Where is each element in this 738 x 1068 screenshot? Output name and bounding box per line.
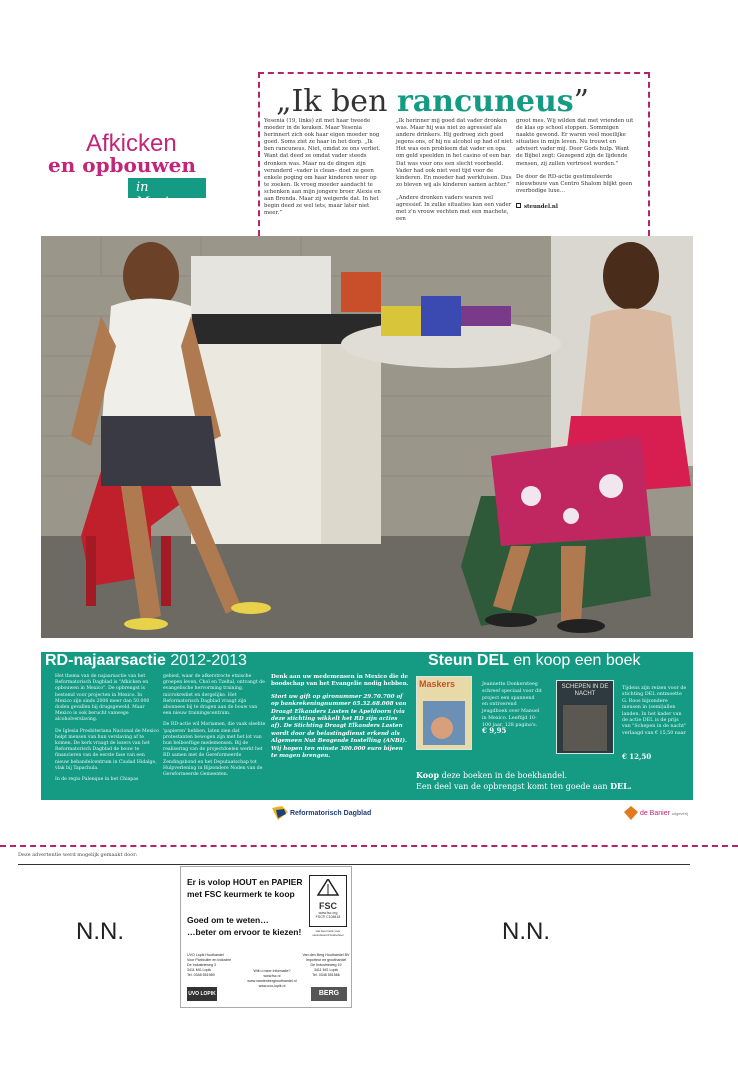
steundel-link[interactable]: steundel.nl (524, 203, 558, 210)
headline: „Ik ben rancuneus” (276, 84, 590, 119)
sponsor-nn-right: N.N. (502, 918, 550, 945)
book2-description: Tijdens zijn reizen voor de stichting DEL ontmoette G. Roos bijzondere mensen in (semi)allen landen. In het kader van de actie DEL is de prijs van "Schepen in de nacht" verlaagd van € 15,50 naar (622, 686, 687, 736)
ad-middle-info: Wilt u meer informatie? www.fsc.nl www.vandenberghouthandel.nl www.uvo-lopik.nl (247, 969, 297, 988)
sponsor-intro: Deze advertentie werd mogelijk gemaakt door: (18, 852, 138, 858)
sponsor-nn-left: N.N. (76, 918, 124, 945)
book1-price: € 9,95 (482, 726, 507, 735)
article-column-3: groot mes. Wij wilden dat met vrienden uit de klas op school stoppen. Sommigen naakte gewond. Er waren veel moeilijke situaties in mijn leven. Nu trouwt en advisert vader mij. Door Gods hulp. Want de Bijbel zegt: Gezegend zijn de lijdende mensen, zij zullen vertroost worden.” De door de RD-actie gestimuleerde nieuwbouw van Centro Shalom blijkt geen overbodige luxe… steundel.nl (516, 118, 634, 210)
steun-del-panel (414, 652, 693, 800)
kicker-afkicken: Afkicken (86, 130, 177, 157)
reformatorisch-dagblad-logo: Reformatorisch Dagblad (272, 806, 371, 820)
rd-panel-col-2: gebied, waar de afkerstrocte etnische groepen leven, Chol en Tzeltal, ontvangt de evangelische hervorming training, microkrediet en dergelijke. Het Reformatorisch Dagblad vraagt zijn abonnees bij te dragen aan de bouw van een nieuw trainingscentrum. De RD-actie wil Moriamen, die vaak sleehte 'papieren' hebben, laten zien dat protestanten bewogen zijn met het lot van hun belboeftige medemensen. Bij de realisering van de projectdoelen werkt het RD samen met de Gereformeerde Zendingsbond en het Deputaatschap tot Hulpverlening in Bijzondere Noden van de Gereformeerde Gemeenten. (163, 674, 266, 778)
book-cover-maskers[interactable]: Maskers (416, 676, 472, 750)
rd-panel-col-1: Het thema van de najaarsactie van het Reformatorisch Dagblad is "Afkicken en opbouwen in Mexico". De opbrengst is bestemd voor projecten in Mexico. In Mexico zijn sinds 2006 meer dan 50.000 doden gevallen bij drugsgeweld. Maar Mexico is ook berucht vanwege alcoholverslaving. De Iglesia Presbiteriana Nacional de Mexico helpt mensen van hun verslaving af te komen. De kerk vraagt de lezers van het Reformatorisch Dagblad de bouw te financieren van de eerste fase van een nieuw behandelcentrum in Ciudad Hidalgo, vlak bij Tapachula. In de regio Palenque in het Chiapas (55, 674, 159, 783)
rd-panel-title: RD-najaarsactie 2012-2013 (45, 652, 247, 669)
fsc-logo: FSC www.fsc.org FSC® C108418 (309, 875, 347, 927)
de-banier-logo: de Banier uitgeverij (624, 806, 688, 820)
kicker-opbouwen: en opbouwen (48, 153, 196, 177)
del-panel-title: Steun DEL en koop een boek (428, 652, 641, 669)
uvo-lopik-logo: UVO LOPIK (187, 987, 217, 1001)
van-den-berg-logo: BERG (311, 987, 347, 1001)
rd-najaarsactie-panel (41, 652, 414, 800)
fsc-tree-icon (316, 879, 340, 897)
book-cover-schepen[interactable]: SCHEPEN IN DE NACHT (556, 680, 614, 754)
article-column-1: Yesenia (19, links) zit met haar tweede moeder in de keuken. Maar Yesenia herinnert zich ook haar eigen moeder nog goed. Soms ziet ze haar in het dorp. „Ik ben rancuneus. Niet, omdat ze ons verliet. Want dat deed ze omdat vader steeds dronken was. Maar nu de dingen zijn veranderd –vader is clean– doet ze geen enkele poging om haar kinderen weer op te zoeken. Ik vroeg moeder aandacht te schenken aan mijn jongere broer Alexis en aan Brenda. Maar zij weigerde dat. In het begin deed ze wel iets, maar later niet meer.” (264, 118, 381, 217)
rd-panel-col-3: Denk aan uw medemensen in Mexico die de boodschap van het Evangelie nodig hebben. Stort uw gift op gironummer 29.70.700 of op bankrekeningnummer 65.32.68.008 van Draagt Elkanders Lasten te Apeldoorn (via deze stichting wikkelt het RD zijn acties af). De Stichting Draagt Elkanders Lasten wordt door de belastingdienst erkend als Algemeen Nut Beogende Instelling (ANBI). Wij hopen ten minste 300.000 euro bijeen te mogen brengen. (271, 674, 409, 760)
banier-logo-mark-icon (624, 806, 638, 820)
article-column-2: „Ik herinner mij goed dat vader dronken was. Maar hij was niet zo agressief als andere drinkers. Hij gedroeg zich goed jegens ons, of hij nu alcohol op had of niet. Het was een probleem dat vader en opa om geld speelden in het casino of een bar. Dat was voor ons een slecht voorbeeld. Vader had ook niet veel tijd voor de kinderen. En moeder had werkfuisen. Dus zo bleven wij als kinderen samen achter.” „Andere dronken vaders waren wel agressief. In zulke situaties kan een vader met z'n vrouw vechten met een machete, een (396, 118, 514, 223)
book2-price: € 12,50 (622, 752, 652, 761)
kitchen-photo (41, 236, 693, 638)
del-koop-text: Koop deze boeken in de boekhandel. Een deel van de opbrengst komt ten goede aan DEL. (416, 770, 632, 791)
photo-illustration (41, 236, 693, 638)
ad-right-address: Van den Berg Houthandel BV Importeur en groothandel De Industrieweg 19 3411 MG Lopik Tel. 0348 551566 (302, 953, 350, 977)
ad-left-address: UVO Lopik Houthandel Voor Particulier en Industrie De Industrieweg 3 3411 MG Lopik Tel. 0348 551989 (187, 953, 232, 977)
rd-logo-mark-icon (272, 806, 288, 820)
kicker-in-mexico-badge: in Mexico (128, 178, 206, 198)
book1-description: Jeannette Donkersteeg schreef speciaal voor dit project een spannend en ontroerend jeugdboek over Manuel in Mexico. Leeftijd 10-100 jaar, 128 pagina's. (482, 682, 542, 728)
section-dashed-separator (0, 845, 738, 847)
sponsor-rule (18, 864, 690, 865)
fsc-advertisement: Er is volop HOUT en PAPIER met FSC keurmerk te koop Goed om te weten… …beter om ervoor te kiezen! FSC www.fsc.org FSC® C108418 Het keurmerk voor verantwoord bosbeheer UVO Lopik Houthandel Voor Particulier en Industrie De Industrieweg 3 3411 MG Lopik Tel. 0348 551989 Wilt u meer informatie? www.fsc.nl www.vandenberghouthandel.nl www.uvo-lopik.nl Van den Berg Houthandel BV Importeur en groothandel De Industrieweg 19 3411 MG Lopik Tel. 0348 551566 UVO LOPIK BERG (180, 866, 352, 1008)
